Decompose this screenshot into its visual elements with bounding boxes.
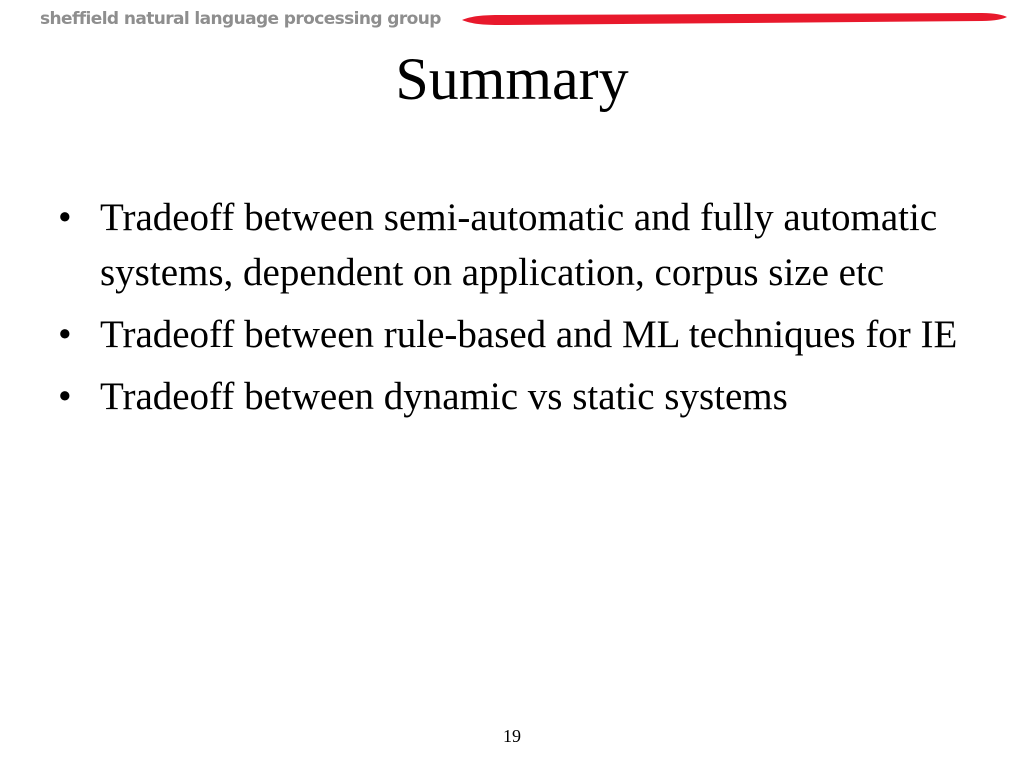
bullet-text: Tradeoff between semi-automatic and fully automatic systems, dependent on application, corpus size etc <box>100 196 938 294</box>
bullet-text: Tradeoff between rule-based and ML techniques for IE <box>100 313 958 356</box>
bullet-icon: • <box>58 375 72 418</box>
header-logo: sheffield natural language processing group <box>40 9 441 29</box>
bullet-icon: • <box>58 313 72 356</box>
header-red-rule <box>462 10 1007 30</box>
bullet-list <box>58 190 958 431</box>
bullet-text: Tradeoff between dynamic vs static systems <box>100 375 788 418</box>
bullet-item <box>58 190 958 300</box>
slide-title: Summary <box>395 46 629 112</box>
header-red-rule-shape <box>462 13 1007 25</box>
bullet-item <box>58 369 958 424</box>
bullet-item <box>58 307 958 362</box>
page-number: 19 <box>503 726 521 746</box>
bullet-icon: • <box>58 196 72 239</box>
